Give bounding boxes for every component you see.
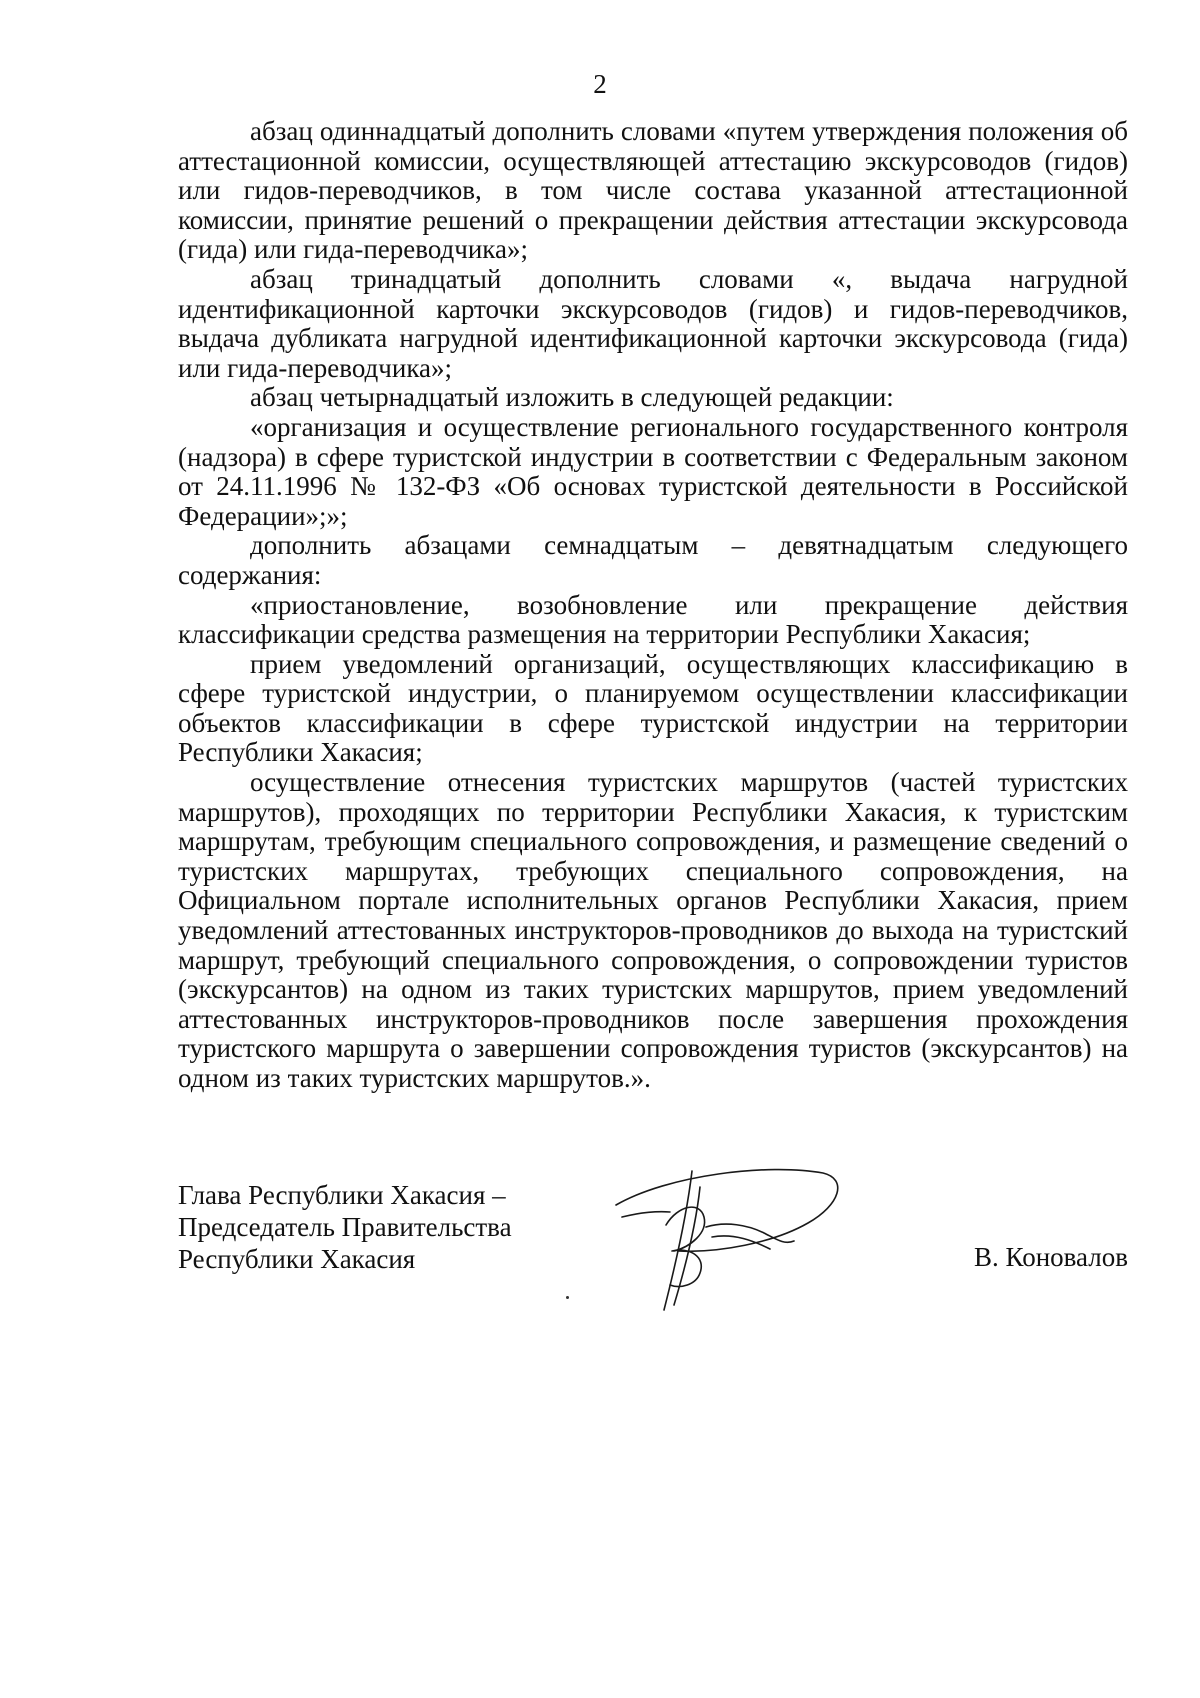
signer-position-line: Председатель Правительства xyxy=(178,1212,512,1242)
page-number: 2 xyxy=(593,69,607,99)
signer-position xyxy=(178,1179,512,1275)
paragraph-8: осуществление отнесения туристских маршрутов (частей туристских маршрутов), проходящих по территории Республики Хакасия, к туристским маршрутам, требующим специального сопровождения, и размещение сведений о туристских маршрутах, требующих специального сопровождения, на Официальном портале исполнительных органов Республики Хакасия, прием уведомлений аттестованных инструкторов-проводников до выхода на туристский маршрут, требующий специального сопровождения, о сопровождении туристов (экскурсантов) на одном из таких туристских маршрутов, прием уведомлений аттестованных инструкторов-проводников после завершения прохождения туристского маршрута о завершении сопровождения туристов (экскурсантов) на одном из таких туристских маршрутов.». xyxy=(178,767,1128,1093)
paragraph-3: абзац четырнадцатый изложить в следующей редакции: xyxy=(250,382,894,413)
signer-position-line: Республики Хакасия xyxy=(178,1244,416,1274)
paragraph-5: дополнить абзацами семнадцатым – девятнадцатым следующего содержания: xyxy=(178,530,1128,590)
signer-position-line: Глава Республики Хакасия – xyxy=(178,1180,506,1210)
handwritten-signature xyxy=(608,1165,848,1315)
paragraph-7: прием уведомлений организаций, осуществляющих классификацию в сфере туристской индустрии, о планируемом осуществлении классификации объектов классификации в сфере туристской индустрии на территории Республики Хакасия; xyxy=(178,648,1128,768)
signature-block xyxy=(178,1179,1128,1319)
paragraph-4: «организация и осуществление регионального государственного контроля (надзора) в сфере туристской индустрии в соответствии с Федеральным законом от 24.11.1996 № 132-ФЗ «Об основах туристской деятельности в Российской Федерации»;»; xyxy=(178,411,1128,531)
document-body xyxy=(178,117,1128,1094)
paragraph-1: абзац одиннадцатый дополнить словами «путем утверждения положения об аттестационной комиссии, осуществляющей аттестацию экскурсоводов (гидов) или гидов-переводчиков, в том числе состава указанной аттестационной комиссии, принятие решений о прекращении действия аттестации экскурсовода (гида) или гида-переводчика»; xyxy=(178,116,1128,265)
scan-artifact-dot xyxy=(566,1296,569,1299)
paragraph-2: абзац тринадцатый дополнить словами «, выдача нагрудной идентификационной карточки экскурсоводов (гидов) и гидов-переводчиков, выдача дубликата нагрудной идентификационной карточки экскурсовода (гида) или гида-переводчика»; xyxy=(178,263,1128,383)
paragraph-6: «приостановление, возобновление или прекращение действия классификации средства размещения на территории Республики Хакасия; xyxy=(178,589,1128,650)
signer-name: В. Коновалов xyxy=(974,1242,1128,1272)
